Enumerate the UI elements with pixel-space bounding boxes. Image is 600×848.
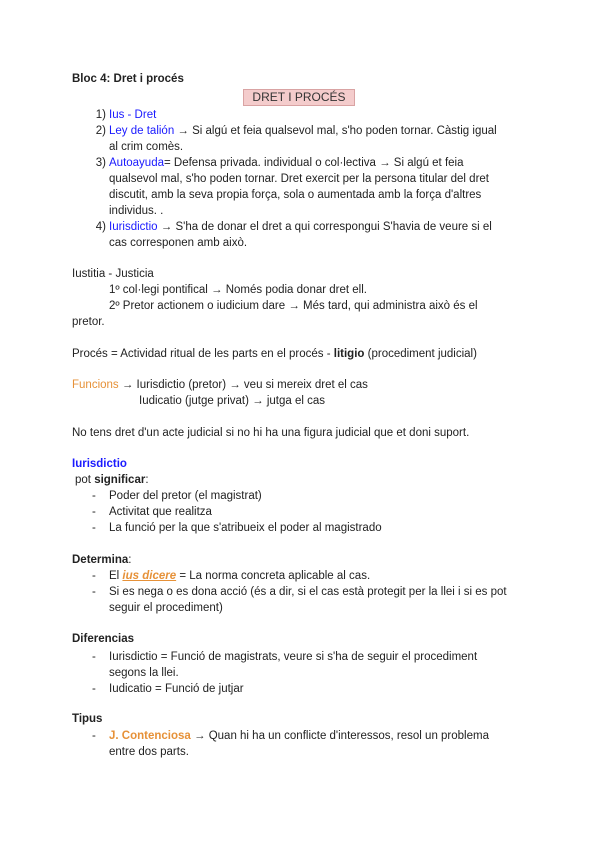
list-text: = Defensa privada. individual o col·lectiva → Si algú et feia (164, 157, 464, 169)
list-text: qualsevol mal, s'ho poden tornar. Dret exercit per la persona titular del dret (109, 173, 489, 185)
bullet-dash: - (92, 506, 96, 518)
list-text: cas corresponen amb això. (109, 237, 248, 249)
list-item (109, 728, 489, 744)
list-term: Ius - Dret (109, 109, 157, 121)
list-term: Autoayuda (109, 157, 164, 169)
list-text: → S'ha de donar el dret a qui correspongui S'havia de veure si el (157, 221, 492, 233)
bullet-dash: - (92, 522, 96, 534)
proces-text: (procediment judicial) (364, 348, 477, 360)
iustitia-line: 1º col·legi pontifical → Només podia donar dret ell. (109, 284, 367, 296)
section-heading: Diferencias (72, 633, 135, 645)
list-text: Si es nega o es dona acció (és a dir, si el cas està protegit per la llei i si es pot (109, 586, 507, 598)
list-text: El (109, 570, 123, 582)
bullet-dash: - (92, 730, 96, 742)
list-item: Poder del pretor (el magistrat) (109, 490, 262, 502)
pot-text: : (145, 474, 149, 486)
list-number: 3) (95, 157, 106, 169)
section-heading (72, 552, 131, 568)
list-text: seguir el procediment) (109, 602, 223, 614)
proces-definition (72, 346, 477, 362)
list-term: Iurisdictio (109, 221, 158, 233)
list-item (109, 155, 463, 171)
list-text: → Quan hi ha un conflicte d'interessos, resol un problema (190, 730, 489, 742)
iustitia-line: pretor. (72, 316, 105, 328)
bullet-dash: - (92, 570, 96, 582)
bullet-dash: - (92, 651, 96, 663)
list-text: al crim comès. (109, 141, 184, 153)
list-item: La funció per la que s'atribueix el poder al magistrado (109, 522, 382, 534)
list-item (109, 219, 492, 235)
bullet-dash: - (92, 490, 96, 502)
iustitia-line: Iustitia - Justicia (72, 268, 154, 280)
list-item (109, 568, 370, 584)
funcions-line (72, 377, 368, 393)
bullet-dash: - (92, 586, 96, 598)
section-heading: Iurisdictio (72, 458, 127, 470)
list-number: 4) (95, 221, 106, 233)
section-heading-box: DRET I PROCÉS (243, 89, 355, 106)
paragraph: No tens dret d'un acte judicial si no hi ha una figura judicial que et doni suport. (72, 427, 470, 439)
funcions-text: Iudicatio (jutge privat) → jutga el cas (139, 395, 326, 407)
bullet-dash: - (92, 683, 96, 695)
list-text: Iurisdictio = Funció de magistrats, veure si s'ha de seguir el procediment (109, 651, 478, 663)
ius-dicere-term: ius dicere (122, 570, 177, 582)
proces-text: Procés = Actividad ritual de les parts en el procés - (72, 348, 334, 360)
list-item (109, 123, 497, 139)
determina-heading: Determina (72, 554, 129, 566)
list-text: → Si algú et feia qualsevol mal, s'ho poden tornar. Càstig igual (174, 125, 497, 137)
list-text: segons la llei. (109, 667, 179, 679)
list-text: discutit, amb la seva propia força, sola o aumentada amb la força d'altres (109, 189, 482, 201)
funcions-label: Funcions (72, 379, 119, 391)
iustitia-line: 2º Pretor actionem o iudicium dare → Més tard, qui administra això és el (109, 300, 478, 312)
list-text: entre dos parts. (109, 746, 189, 758)
list-text: individus. . (109, 205, 164, 217)
list-number: 2) (95, 125, 106, 137)
pot-bold: significar (94, 474, 146, 486)
colon: : (128, 554, 132, 566)
list-term: Ley de talión (109, 125, 175, 137)
proces-bold-term: litigio (333, 348, 365, 360)
list-text: = La norma concreta aplicable al cas. (176, 570, 371, 582)
list-number: 1) (95, 109, 106, 121)
contenciosa-term: J. Contenciosa (109, 730, 191, 742)
section-heading: Tipus (72, 713, 103, 725)
list-text: Iudicatio = Funció de jutjar (109, 683, 244, 695)
list-item: Activitat que realitza (109, 506, 212, 518)
pot-text: pot (75, 474, 95, 486)
funcions-text: → Iurisdictio (pretor) → veu si mereix dret el cas (118, 379, 368, 391)
pot-significar (75, 472, 149, 488)
document-title: Bloc 4: Dret i procés (72, 73, 184, 85)
